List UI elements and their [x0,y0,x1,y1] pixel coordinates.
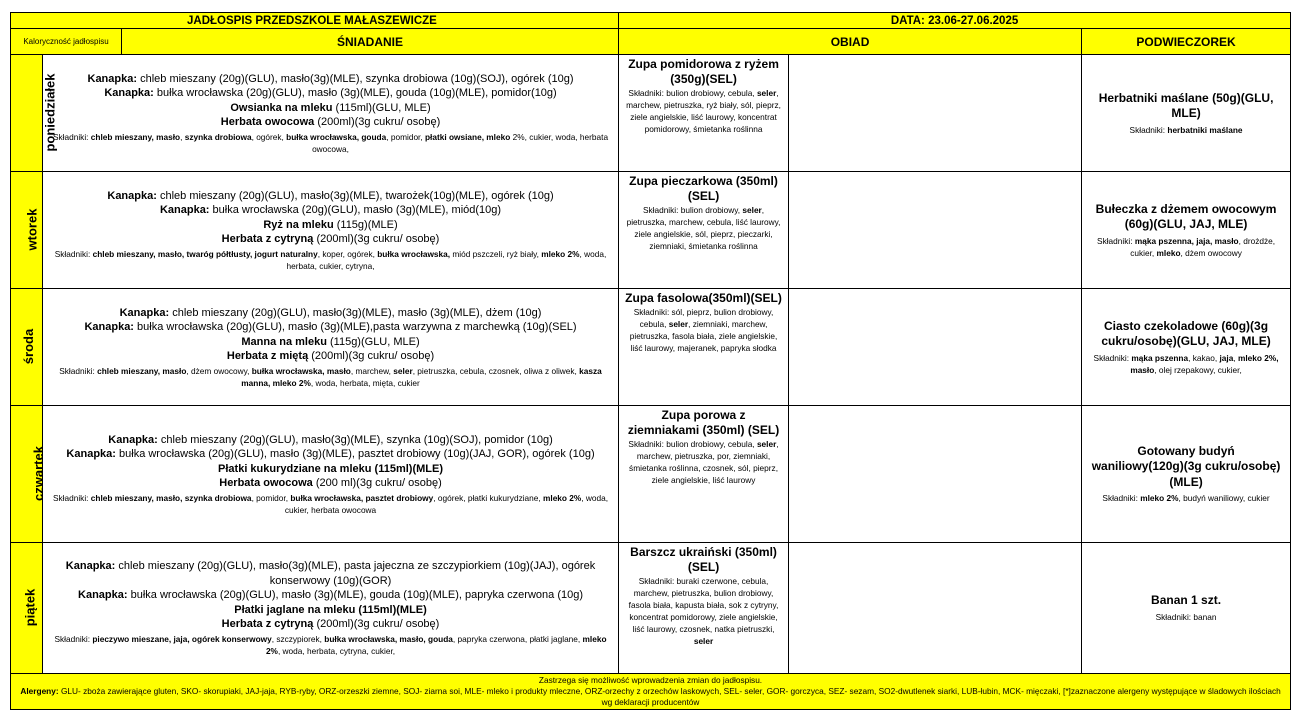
lunch-ingredients-run: seler [756,439,777,449]
breakfast-item-run: bułka wrocławska (20g)(GLU), masło (3g)(MLE), gouda (10g)(MLE), pomidor(10g) [153,87,557,99]
breakfast-ingredients-run: chleb mieszany, masło [90,131,181,142]
breakfast-item-run: Kanapka: [66,448,116,460]
breakfast-item-run: Kanapka: [108,433,158,446]
breakfast-ingredients-run: płatki owsiane, mleko [424,131,511,142]
breakfast-ingredients-run: chleb mieszany, masło, twaróg półtłusty, jogurt naturalny [92,248,318,259]
lunch-ingredients-run: , ziemniaki, marchew, pietruszka, fasola biała, ziele angielskie, liść laurowy, majeranek, papryka słodka [629,319,778,354]
breakfast-item [51,101,610,116]
lunch-cell [619,543,789,674]
breakfast-ingredients-run: , papryka czerwona, płatki jaglane, [452,633,583,644]
snack-ingredients-run: , drożdże, cukier, [1130,235,1276,258]
snack-ingredients-run: , olej rzepakowy, cukier, [1154,364,1242,375]
breakfast-ingredients-run: , [180,131,185,142]
lunch-dish: Barszcz ukraiński (350ml) (SEL) [630,545,777,574]
breakfast-item-run: Owsianka na mleku [230,101,333,114]
breakfast-ingredients-run: , pomidor, [386,131,425,142]
lunch-dish: Zupa fasolowa(350ml)(SEL) [625,291,782,305]
breakfast-ingredients-run: bułka wrocławska, pasztet drobiowy [290,492,434,503]
breakfast-item-run: Kanapka: [119,306,170,319]
snack-dish: Herbatniki maślane (50g)(GLU, MLE) [1098,90,1274,120]
breakfast-item [51,115,610,130]
breakfast-ingredients [51,365,610,389]
breakfast-item-run: bułka wrocławska (20g)(GLU), masło (3g)(MLE), gouda (10g)(MLE), papryka czerwona (10g) [127,589,583,602]
breakfast-item [51,462,610,477]
snack-ingredients-run: Składniki: [1097,235,1135,246]
breakfast-item [51,218,610,233]
breakfast-item-run: Płatki kukurydziane na mleku (115ml)(MLE) [218,462,443,475]
breakfast-item [51,320,610,335]
breakfast-ingredients-run: Składniki: [54,633,93,644]
snack-ingredients [1090,235,1282,259]
breakfast-cell [43,543,619,674]
lunch-ingredients-run: Składniki: bulion drobiowy, cebula, [628,439,757,449]
breakfast-ingredients-run: , ogórek, płatki kukurydziane, [433,492,544,503]
lunch-ingredients [619,204,788,252]
snack-ingredients-run: , [1233,352,1238,363]
lunch-empty-cell [789,406,1082,543]
day-name-cell [11,543,43,674]
breakfast-item-run: Kanapka: [65,560,116,573]
lunch-ingredients-run: , marchew, pietruszka, por, ziemniaki, śmietanka roślinna, czosnek, sól, pieprz, ziele angielskie, liść laurowy [629,439,779,486]
breakfast-item [51,588,610,603]
calorie-header: Kaloryczność jadłospisu [11,29,122,55]
lunch-empty-cell [789,172,1082,289]
snack-ingredients-run: Składniki: [1093,352,1132,363]
lunch-ingredients-run: seler [742,205,762,215]
day-name-cell [11,289,43,406]
lunch-dish: Zupa porowa z ziemniakami (350ml) (SEL) [627,408,780,437]
snack-header: PODWIECZOREK [1082,29,1291,55]
day-row [11,172,1291,289]
snack-ingredients [1090,611,1282,623]
allergens-legend [15,686,1286,708]
snack-dish: Ciasto czekoladowe (60g)(3g cukru/osobę)(GLU, JAJ, MLE) [1101,318,1271,348]
breakfast-ingredients-run: , marchew, [350,365,394,376]
breakfast-cell [43,289,619,406]
breakfast-ingredients [51,248,610,272]
breakfast-cell [43,55,619,172]
days-body [11,55,1291,674]
allergens-label: Alergeny: [20,686,59,696]
breakfast-ingredients-run: , woda, herbata, mięta, cukier [310,377,420,388]
breakfast-item-run: Kanapka: [78,589,128,602]
breakfast-item-run: Ryż na mleku [263,218,334,231]
breakfast-item [51,189,610,204]
footer [11,674,1291,710]
breakfast-ingredients-run: bułka wrocławska, masło, gouda [324,633,453,644]
day-name-cell [11,172,43,289]
snack-ingredients-run: Składniki: [1129,124,1168,135]
breakfast-ingredients-run: , woda, herbata, cytryna, cukier, [277,645,396,656]
breakfast-item-run: bułka wrocławska (20g)(GLU), masło (3g)(MLE), pasztet drobiowy (10g)(JAJ, GOR), ogórek (10g) [115,448,595,460]
breakfast-ingredients-run: bułka wrocławska, [377,248,451,259]
lunch-ingredients-run: Składniki: buraki czerwone, cebula, marchew, pietruszka, bulion drobiowy, fasola biała, kapusta biała, sok z cytryny, koncentrat pomidorowy, ziele angielskie, liść laurowy, czosnek, natka pietruszki, [628,576,779,635]
snack-cell [1082,543,1291,674]
breakfast-ingredients-run: bułka wrocławska, gouda [286,131,387,142]
lunch-ingredients-run: Składniki: bulion drobiowy, cebula, [628,88,757,98]
lunch-ingredients [619,306,788,354]
snack-cell [1082,172,1291,289]
lunch-cell [619,289,789,406]
breakfast-item-run: bułka wrocławska (20g)(GLU), masło (3g)(MLE),pasta warzywna z marchewką (10g)(SEL) [133,321,577,333]
breakfast-cell [43,172,619,289]
breakfast-item [51,72,610,87]
breakfast-item [51,203,610,218]
breakfast-ingredients-run: Składniki: [52,131,91,142]
lunch-ingredients-run: Składniki: sól, pieprz, bulion drobiowy, cebula, [633,307,774,330]
breakfast-item-run: Kanapka: [159,204,210,216]
snack-ingredients-run: , kakao, [1188,352,1220,363]
lunch-ingredients-run: seler [756,88,777,98]
snack-ingredients-run: mleko 2% [1140,493,1179,504]
breakfast-item-run: Kanapka: [84,321,134,333]
menu-date: DATA: 23.06-27.06.2025 [619,13,1291,29]
snack-cell [1082,406,1291,543]
breakfast-ingredients-run: , pomidor, [251,492,291,503]
snack-cell [1082,289,1291,406]
breakfast-ingredients-run: , dżem owocowy, [186,365,252,376]
breakfast-item-run: (115g)(MLE) [333,218,398,231]
breakfast-item-run: Kanapka: [104,87,154,99]
breakfast-item-run: Płatki jaglane na mleku (115ml)(MLE) [234,603,427,616]
snack-dish: Gotowany budyń waniliowy(120g)(3g cukru/osobę)(MLE) [1091,443,1281,489]
breakfast-ingredients-run: kasza manna, mleko 2% [241,365,602,388]
breakfast-item-run: Herbata owocowa [220,116,315,128]
breakfast-ingredients-run: , woda, cukier, herbata owocowa [284,492,609,515]
day-name: środa [21,328,37,365]
footer-note: Zastrzega się możliwość wprowadzenia zmian do jadłospisu. [538,675,763,685]
breakfast-ingredients-run: bułka wrocławska, masło [251,365,351,376]
breakfast-item [51,335,610,350]
allergens-text: GLU- zboża zawierające gluten, SKO- skorupiaki, JAJ-jaja, RYB-ryby, ORZ-orzeszki ziemne, SOJ- ziarna soi, MLE- mleko i produkty mleczne, ORZ-orzechy z orzechów laskowych, SEL- seler, GOR- gorczyca, SEZ- sezam, SO2-dwutlenek siarki, LUB-łubin, MCK- mięczaki, [*]zaznaczone alergeny występujące w śladowych ilościach wg deklaracji producentów [58,686,1281,707]
snack-ingredients-run: mąka pszenna, jaja, masło [1134,235,1239,246]
lunch-cell [619,406,789,543]
lunch-cell [619,172,789,289]
breakfast-ingredients [51,492,610,516]
snack-ingredients-run: mąka pszenna [1131,352,1189,363]
snack-ingredients-run: , budyń waniliowy, cukier [1178,493,1270,504]
lunch-ingredients [619,575,788,648]
lunch-header: OBIAD [619,29,1082,55]
snack-ingredients-run: Składniki: [1102,493,1141,504]
breakfast-ingredients-run: Składniki: [54,248,93,259]
snack-ingredients [1090,352,1282,376]
lunch-empty-cell [789,543,1082,674]
breakfast-item-run: chleb mieszany (20g)(GLU), masło(3g)(MLE), szynka (10g)(SOJ), pomidor (10g) [157,433,553,446]
snack-ingredients-run: Składniki: banan [1155,611,1217,622]
menu-table [10,12,1291,710]
breakfast-item [51,349,610,364]
lunch-empty-cell [789,289,1082,406]
breakfast-item-run: Herbata z cytryną [221,618,314,631]
breakfast-item-run: (200ml)(3g cukru/ osobę) [313,233,440,245]
breakfast-ingredients-run: szynka drobiowa [184,131,252,142]
lunch-dish: Zupa pomidorowa z ryżem (350g)(SEL) [628,57,779,86]
day-name: poniedziałek [42,73,58,152]
lunch-ingredients-run: seler [693,636,714,647]
breakfast-ingredients-run: seler [393,365,413,376]
breakfast-item-run: bułka wrocławska (20g)(GLU), masło (3g)(MLE), miód(10g) [209,204,502,216]
breakfast-item [51,447,610,462]
snack-ingredients-run: herbatniki maślane [1167,124,1243,135]
breakfast-header: ŚNIADANIE [122,29,619,55]
breakfast-ingredients-run: chleb mieszany, masło [97,365,187,376]
snack-ingredients-run: mleko [1156,247,1181,258]
day-name-cell [11,406,46,543]
breakfast-item-run: Herbata z miętą [226,350,309,362]
breakfast-ingredients-run: , woda, herbata, cukier, cytryna, [286,248,607,271]
breakfast-item-run: Manna na mleku [241,335,327,348]
day-row [11,289,1291,406]
day-name: czwartek [30,446,46,501]
breakfast-item-run: (115g)(GLU, MLE) [326,335,420,348]
breakfast-item-run: chleb mieszany (20g)(GLU), masło(3g)(MLE), pasta jajeczna ze szczypiorkiem (10g)(JAJ), ogórek konserwowy (10g)(GOR) [115,560,596,587]
breakfast-ingredients-run: , szczypiorek, [271,633,325,644]
breakfast-ingredients-run: Składniki: [59,365,98,376]
breakfast-cell [43,406,619,543]
snack-ingredients-run: jaja [1219,352,1234,363]
breakfast-item-run: (115ml)(GLU, MLE) [332,101,431,114]
breakfast-item [51,433,610,448]
breakfast-item [51,603,610,618]
breakfast-item-run: (200ml)(3g cukru/ osobę) [314,116,441,128]
day-row [11,406,1291,543]
breakfast-item-run: (200 ml)(3g cukru/ osobę) [312,477,442,489]
day-row [11,55,1291,172]
breakfast-item [51,617,610,632]
breakfast-item-run: Kanapka: [87,72,138,85]
breakfast-item-run: Kanapka: [107,189,157,202]
breakfast-item-run: chleb mieszany (20g)(GLU), masło(3g)(MLE), szynka drobiowa (10g)(SOJ), ogórek (10g) [137,72,574,85]
lunch-ingredients [619,438,788,486]
breakfast-item-run: (200ml)(3g cukru/ osobę) [308,350,435,362]
breakfast-item-run: Herbata owocowa [219,477,313,489]
snack-ingredients [1090,124,1282,136]
snack-ingredients-run: mleko 2%, masło [1130,352,1279,375]
lunch-cell [619,55,789,172]
breakfast-item [51,306,610,321]
breakfast-item-run: chleb mieszany (20g)(GLU), masło(3g)(MLE), twarożek(10g)(MLE), ogórek (10g) [156,189,554,202]
day-name-cell [11,55,58,172]
breakfast-ingredients-run: , koper, ogórek, [317,248,378,259]
breakfast-item-run: chleb mieszany (20g)(GLU), masło(3g)(MLE), masło (3g)(MLE), dżem (10g) [169,306,542,319]
breakfast-item [51,232,610,247]
lunch-ingredients-run: seler [668,319,689,330]
breakfast-item-run: Herbata z cytryną [221,233,314,245]
snack-dish: Bułeczka z dżemem owocowym (60g)(GLU, JAJ, MLE) [1095,201,1277,231]
breakfast-ingredients-run: Składniki: [52,492,91,503]
lunch-dish: Zupa pieczarkowa (350ml)(SEL) [629,174,778,203]
breakfast-item [51,559,610,588]
breakfast-ingredients-run: mleko 2% [541,248,580,259]
lunch-ingredients-run: , pietruszka, marchew, cebula, liść laurowy, ziele angielskie, sól, pieprz, pieczarki, ziemniaki, śmietanka roślinna [626,205,781,252]
day-name: piątek [22,588,38,627]
lunch-ingredients [619,87,788,135]
lunch-empty-cell [789,55,1082,172]
breakfast-ingredients [51,633,610,657]
breakfast-ingredients-run: mleko 2% [265,633,607,656]
snack-ingredients-run: , dżem owocowy [1180,247,1242,258]
breakfast-ingredients-run: mleko 2% [543,492,582,503]
breakfast-ingredients [51,131,610,155]
breakfast-ingredients-run: 2%, cukier, woda, herbata owocowa, [312,131,609,154]
day-row [11,543,1291,674]
breakfast-item-run: (200ml)(3g cukru/ osobę) [313,618,440,631]
breakfast-item [51,86,610,101]
breakfast-ingredients-run: , pietruszka, cebula, czosnek, oliwa z oliwek, [412,365,580,376]
breakfast-ingredients-run: miód pszczeli, ryż biały, [450,248,542,259]
breakfast-ingredients-run: pieczywo mieszane, jaja, ogórek konserwowy [92,633,272,644]
breakfast-ingredients-run: chleb mieszany, masło, szynka drobiowa [90,492,252,503]
lunch-ingredients-run: Składniki: bulion drobiowy, [642,205,743,215]
menu-title-cell [11,13,619,29]
breakfast-item [51,476,610,491]
day-name: wtorek [24,208,40,251]
snack-cell [1082,55,1291,172]
lunch-ingredients-run: , marchew, pietruszka, ryż biały, sól, pieprz, ziele angielskie, liść laurowy, koncentrat pomidorowy, śmietanka roślinna [626,88,781,135]
breakfast-ingredients-run: , ogórek, [251,131,287,142]
menu-title: JADŁOSPIS PRZEDSZKOLE MAŁASZEWICZE [187,14,437,27]
snack-dish: Banan 1 szt. [1151,593,1222,608]
snack-ingredients [1090,492,1282,504]
